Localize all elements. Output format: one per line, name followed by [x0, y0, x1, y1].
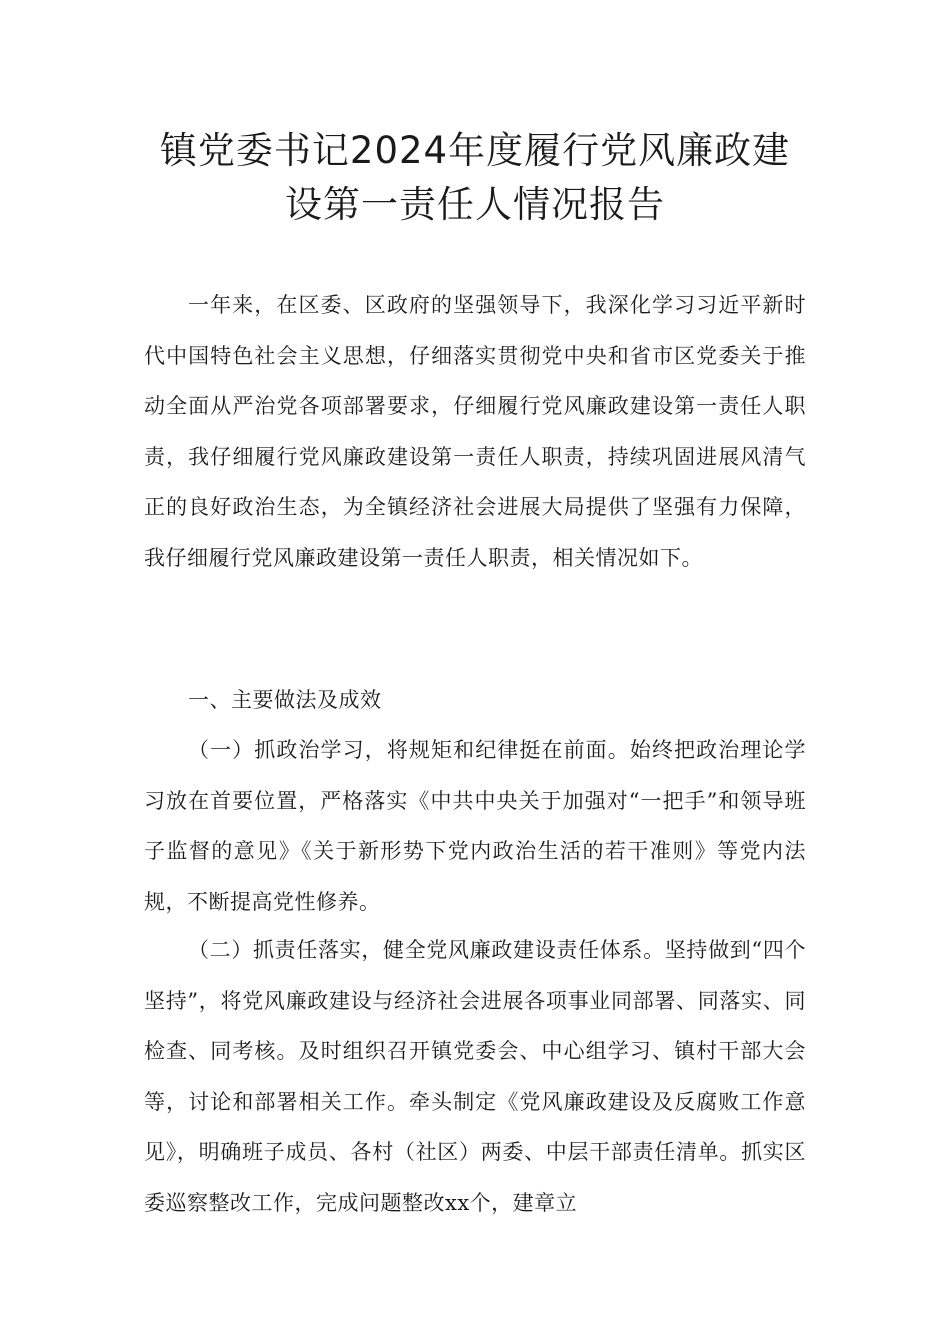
title-line-2: 设第一责任人情况报告 [285, 183, 665, 226]
title-line-1: 镇党委书记2024年度履行党风廉政建 [159, 129, 791, 172]
paragraph-political-study: （一）抓政治学习，将规矩和纪律挺在前面。始终把政治理论学习放在首要位置，严格落实《中共中央关于加强对“一把手”和领导班子监督的意见》《关于新形势下党内政治生活的若干准则》等党内法规，不断提高党性修养。 [144, 738, 806, 914]
section-heading-main-practices: 一、主要做法及成效 [188, 688, 382, 712]
intro-paragraph: 一年来，在区委、区政府的坚强领导下，我深化学习习近平新时代中国特色社会主义思想，仔细落实贯彻党中央和省市区党委关于推动全面从严治党各项部署要求，仔细履行党风廉政建设第一责任人职责，我仔细履行党风廉政建设第一责任人职责，持续巩固进展风清气正的良好政治生态，为全镇经济社会进展大局提供了坚强有力保障，我仔细履行党风廉政建设第一责任人职责，相关情况如下。 [144, 293, 806, 570]
paragraph-responsibility: （二）抓责任落实，健全党风廉政建设责任体系。坚持做到“四个坚持”，将党风廉政建设与经济社会进展各项事业同部署、同落实、同检查、同考核。及时组织召开镇党委会、中心组学习、镇村干部大会等，讨论和部署相关工作。牵头制定《党风廉政建设及反腐败工作意见》，明确班子成员、各村（社区）两委、中层干部责任清单。抓实区委巡察整改工作，完成问题整改xx个，建章立 [144, 938, 806, 1215]
document-title [120, 124, 830, 232]
